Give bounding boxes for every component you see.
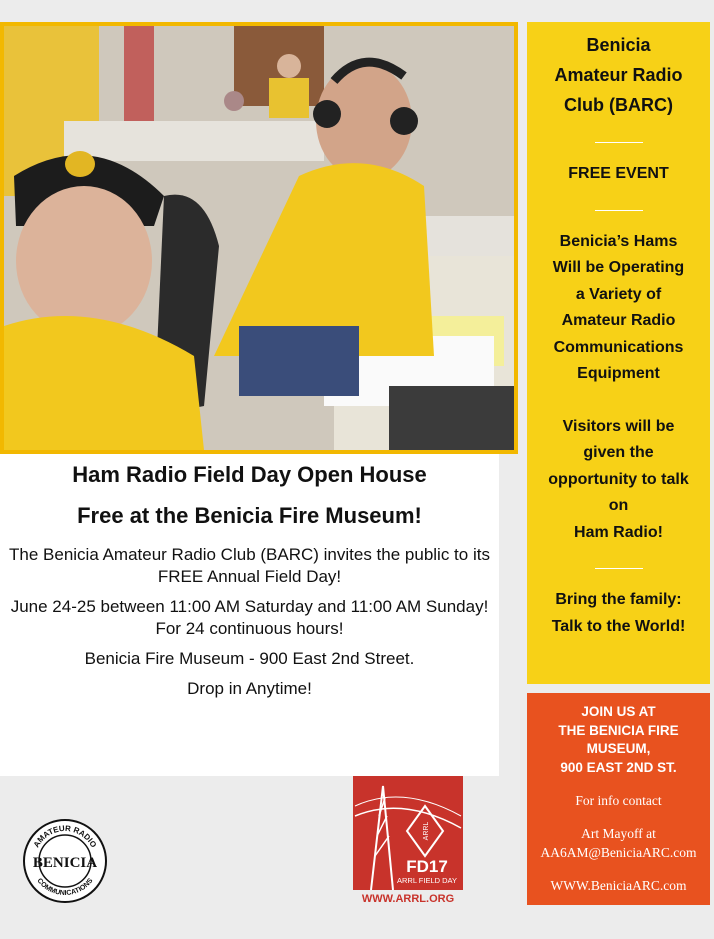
dates-paragraph: June 24-25 between 11:00 AM Saturday and 11:00 AM Sunday! For 24 continuous hours!: [10, 597, 489, 638]
operating-line: Communications: [553, 338, 684, 356]
visitors-text: [527, 414, 710, 547]
contact-name: Art Mayoff at: [581, 826, 656, 841]
join-us-box: [527, 693, 710, 905]
operating-line: Will be Operating: [552, 259, 685, 276]
join-line: THE BENICIA FIRE: [558, 722, 679, 738]
operating-line: Benicia’s Hams: [559, 232, 678, 250]
family-line: Bring the family:: [555, 591, 682, 608]
website-link[interactable]: WWW.BeniciaARC.com: [550, 878, 687, 893]
club-name-line: Benicia: [586, 35, 651, 55]
event-sidebar: [527, 22, 710, 684]
arrl-url[interactable]: WWW.ARRL.ORG: [361, 893, 455, 905]
free-event-label: FREE EVENT: [568, 165, 669, 182]
announcement-panel: [0, 454, 499, 776]
club-name-line: Club (BARC): [564, 95, 673, 115]
club-name-line: Amateur Radio: [554, 65, 683, 85]
contact-email[interactable]: AA6AM@BeniciaARC.com: [540, 845, 697, 860]
operating-line: Equipment: [577, 365, 660, 382]
seal-top-text: AMATEUR RADIO: [31, 823, 99, 850]
invite-paragraph: The Benicia Amateur Radio Club (BARC) invites the public to its FREE Annual Field Day!: [9, 545, 490, 586]
diamond-text: ARRL: [423, 821, 430, 841]
divider: [595, 210, 643, 211]
seal-center-text: BENICIA: [32, 855, 98, 871]
join-line: JOIN US AT: [581, 704, 656, 719]
operating-line: a Variety of: [575, 285, 662, 303]
visitors-line: Visitors will be: [562, 417, 675, 435]
family-text: [527, 587, 710, 640]
join-heading: [527, 703, 710, 777]
headline-free: Free at the Benicia Fire Museum!: [77, 503, 422, 528]
info-contact: For info contact: [575, 793, 662, 808]
drop-in-paragraph: Drop in Anytime!: [187, 679, 312, 698]
field-day-photo: [0, 22, 518, 454]
club-name: [527, 30, 710, 120]
operating-text: [527, 229, 710, 388]
arrl-field-day-logo: [353, 776, 463, 890]
visitors-line: opportunity to talk: [548, 470, 689, 488]
visitors-line: Ham Radio!: [574, 523, 663, 541]
join-line: MUSEUM,: [586, 741, 651, 756]
fd-title: FD17: [406, 857, 448, 876]
benicia-arc-seal-logo: [22, 818, 108, 904]
fd-subtitle: ARRL FIELD DAY: [396, 876, 458, 885]
location-paragraph: Benicia Fire Museum - 900 East 2nd Street.: [84, 649, 415, 668]
seal-bottom-text: COMMUNICATIONS: [35, 877, 95, 898]
join-line: 900 EAST 2ND ST.: [560, 759, 677, 775]
family-line: Talk to the World!: [551, 617, 686, 635]
visitors-line: given the: [583, 444, 654, 461]
headline-open-house: Ham Radio Field Day Open House: [72, 462, 427, 487]
operating-line: Amateur Radio: [561, 312, 676, 329]
divider: [595, 142, 643, 143]
divider: [595, 568, 643, 569]
visitors-line: on: [608, 497, 629, 514]
spacer: [527, 388, 710, 414]
